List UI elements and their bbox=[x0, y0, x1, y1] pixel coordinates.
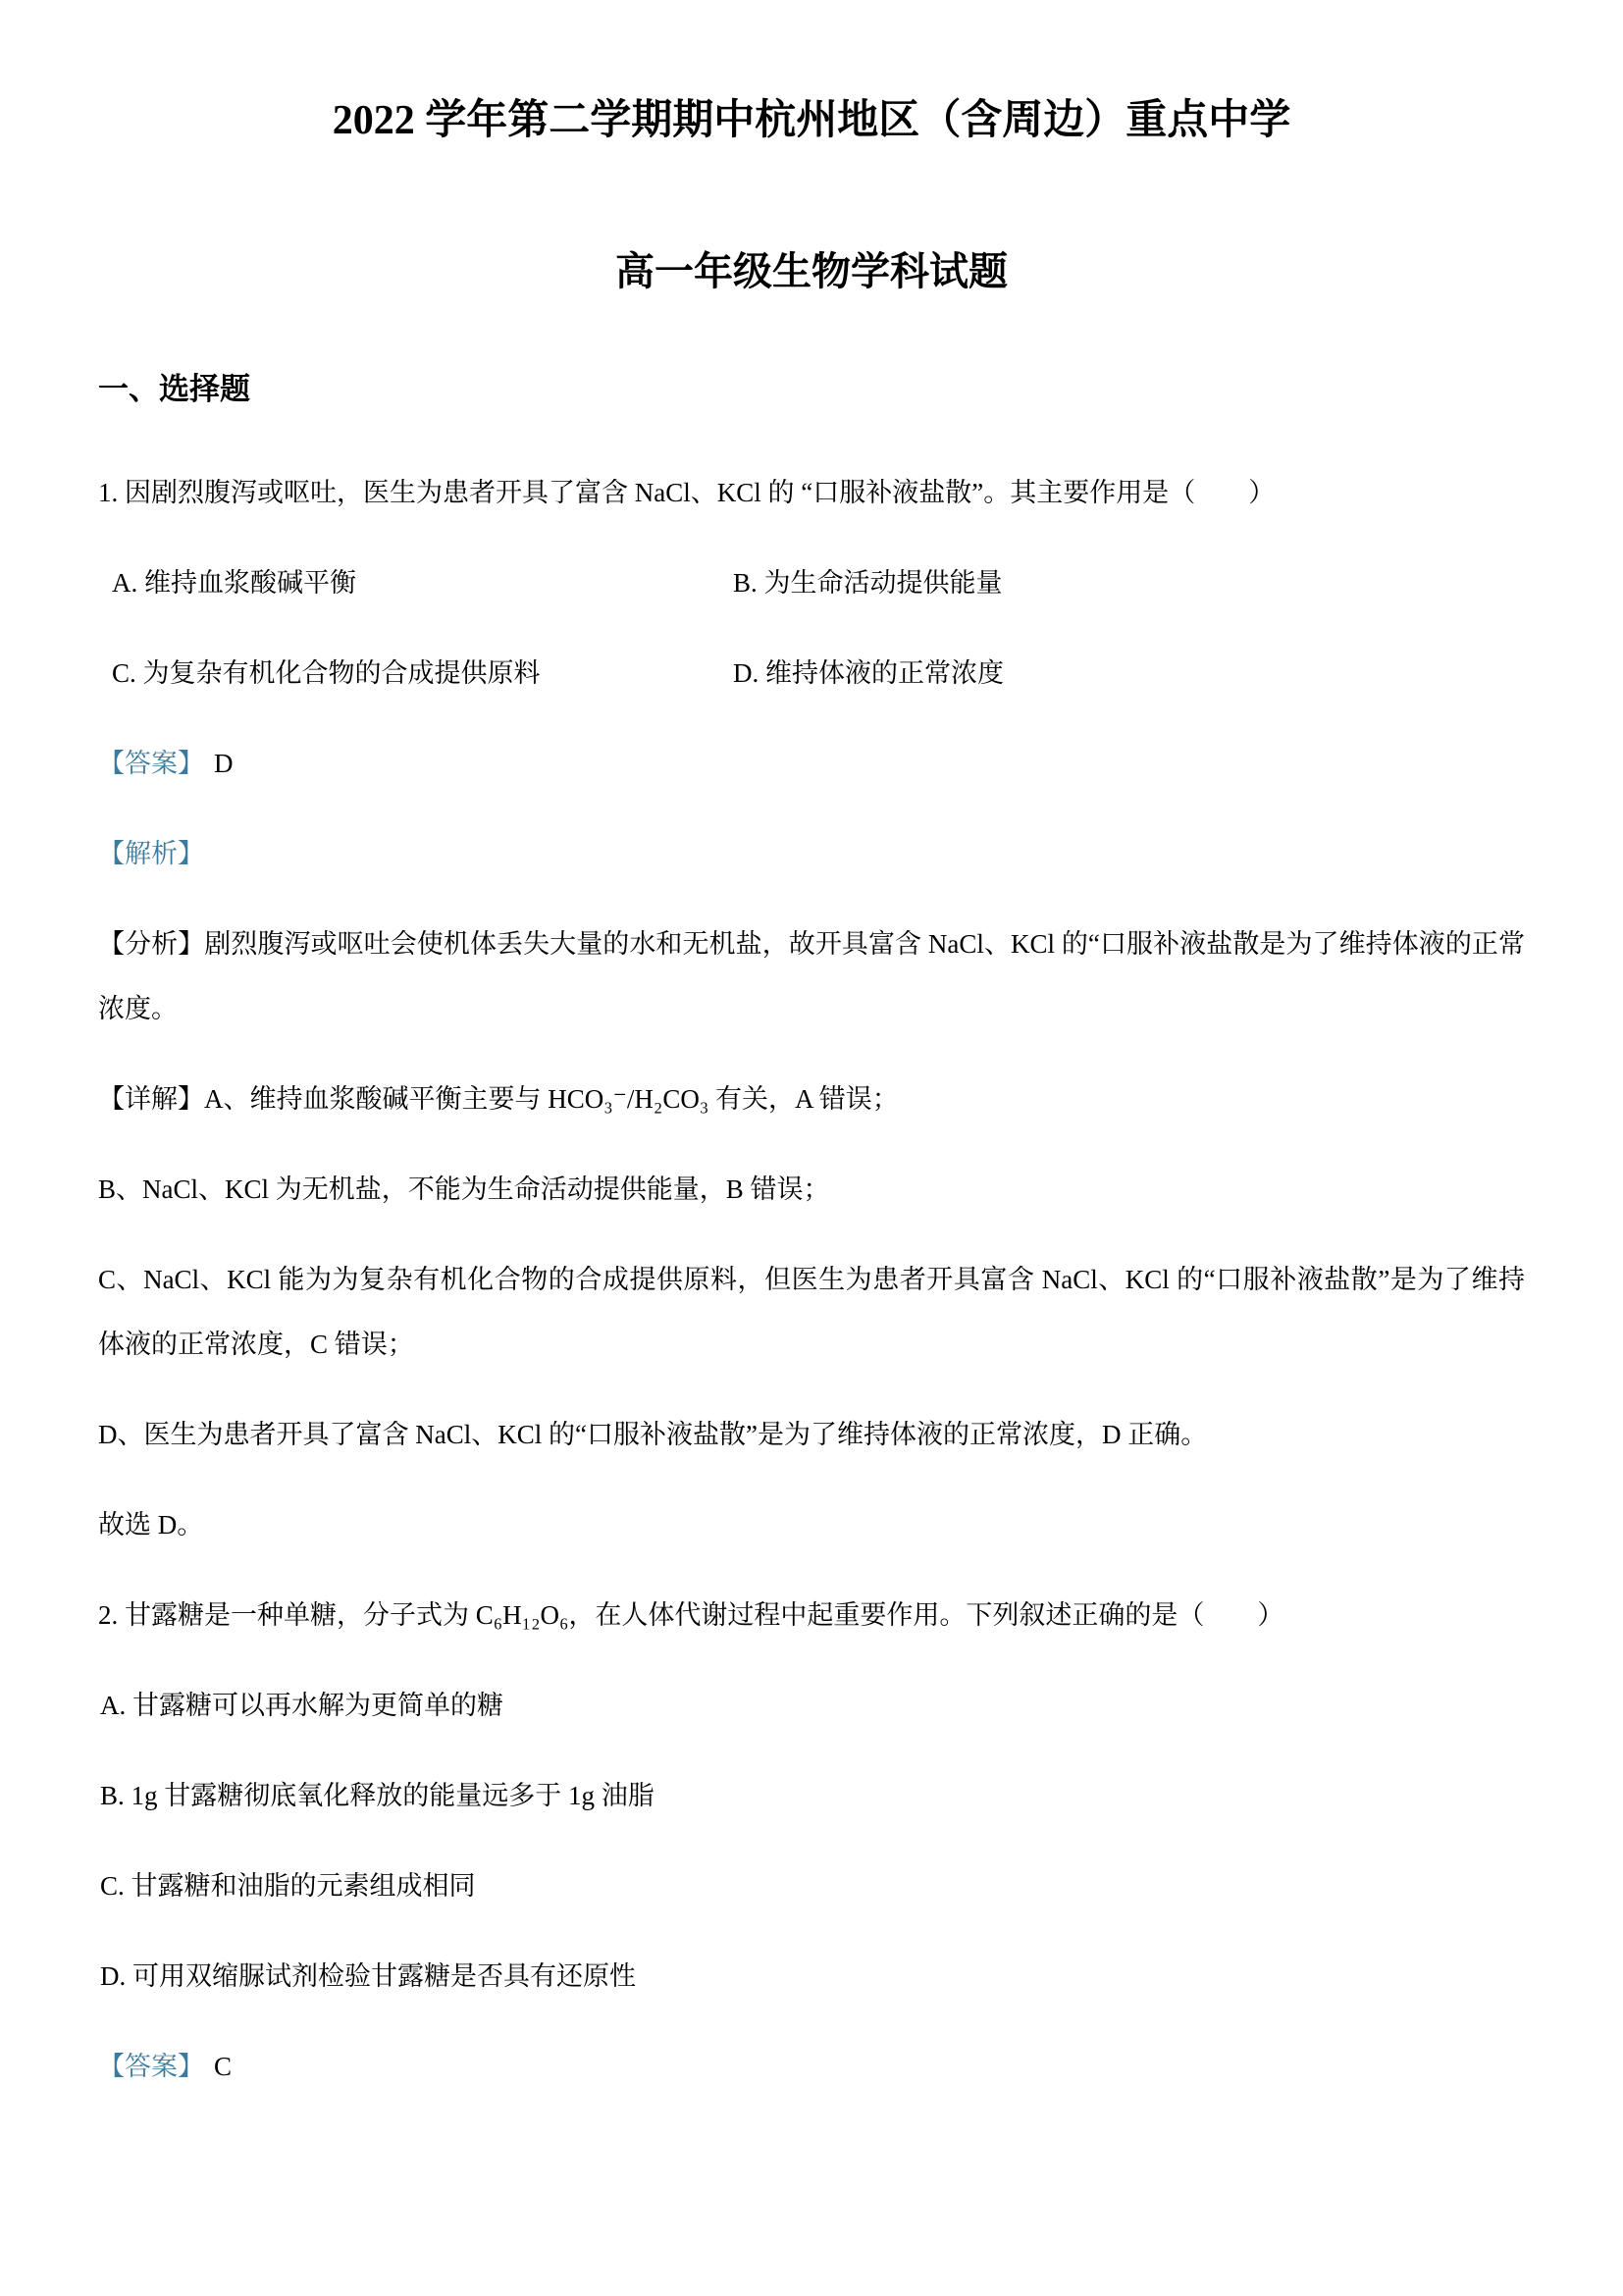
question-1-detail-d: D、医生为患者开具了富含 NaCl、KCl 的“口服补液盐散”是为了维持体液的正常浓度，D 正确。 bbox=[98, 1420, 1208, 1449]
question-2-stem: 2. 甘露糖是一种单糖，分子式为 C₆H₁₂O₆，在人体代谢过程中起重要作用。下列叙述正确的是（ ） bbox=[98, 1600, 1284, 1630]
question-1-conclusion: 故选 D。 bbox=[98, 1510, 204, 1539]
question-2-option-a: A. 甘露糖可以再水解为更简单的糖 bbox=[100, 1691, 503, 1720]
question-1-detail-b: B、NaCl、KCl 为无机盐，不能为生命活动提供能量，B 错误； bbox=[98, 1174, 830, 1204]
page-title: 2022 学年第二学期期中杭州地区（含周边）重点中学 bbox=[332, 98, 1291, 143]
question-1-option-b: B. 为生命活动提供能量 bbox=[733, 568, 1003, 598]
question-1-answer-line bbox=[98, 731, 1525, 796]
question-1-analysis-paragraph: 【分析】剧烈腹泻或呕吐会使机体丢失大量的水和无机盐，故开具富含 NaCl、KCl 的“口服补液盐散是为了维持体液的正常浓度。 bbox=[98, 929, 1525, 1023]
question-1-detail-c: C、NaCl、KCl 能为为复杂有机化合物的合成提供原料，但医生为患者开具富含 NaCl、KCl 的“口服补液盐散”是为了维持体液的正常浓度，C 错误； bbox=[98, 1265, 1525, 1359]
question-2-answer-value: C bbox=[214, 2052, 233, 2081]
question-1-option-a: A. 维持血浆酸碱平衡 bbox=[112, 568, 356, 598]
page-subtitle: 高一年级生物学科试题 bbox=[615, 249, 1008, 293]
question-1-explanation-line bbox=[98, 821, 1525, 886]
question-1-stem: 1. 因剧烈腹泻或呕吐，医生为患者开具了富含 NaCl、KCl 的 “口服补液盐散”。其主要作用是（ ） bbox=[98, 478, 1276, 507]
question-1-options-row-2 bbox=[98, 641, 1525, 705]
question-2-answer-line bbox=[98, 2034, 1525, 2099]
question-1-option-d: D. 维持体液的正常浓度 bbox=[733, 658, 1004, 688]
question-1-answer-value: D bbox=[214, 749, 234, 778]
answer-label: 【答案】 bbox=[98, 2052, 204, 2081]
section-heading: 一、选择题 bbox=[98, 372, 250, 406]
explanation-label: 【解析】 bbox=[98, 839, 204, 868]
question-2-option-c: C. 甘露糖和油脂的元素组成相同 bbox=[100, 1871, 476, 1901]
question-1-options-row-1 bbox=[98, 550, 1525, 615]
question-2-option-b: B. 1g 甘露糖彻底氧化释放的能量远多于 1g 油脂 bbox=[100, 1781, 654, 1810]
question-2-option-d: D. 可用双缩脲试剂检验甘露糖是否具有还原性 bbox=[100, 1961, 636, 1991]
question-1-detail-a: 【详解】A、维持血浆酸碱平衡主要与 HCO₃⁻/H₂CO₃ 有关，A 错误； bbox=[98, 1084, 899, 1114]
question-1-option-c: C. 为复杂有机化合物的合成提供原料 bbox=[112, 658, 541, 688]
answer-label: 【答案】 bbox=[98, 749, 204, 778]
